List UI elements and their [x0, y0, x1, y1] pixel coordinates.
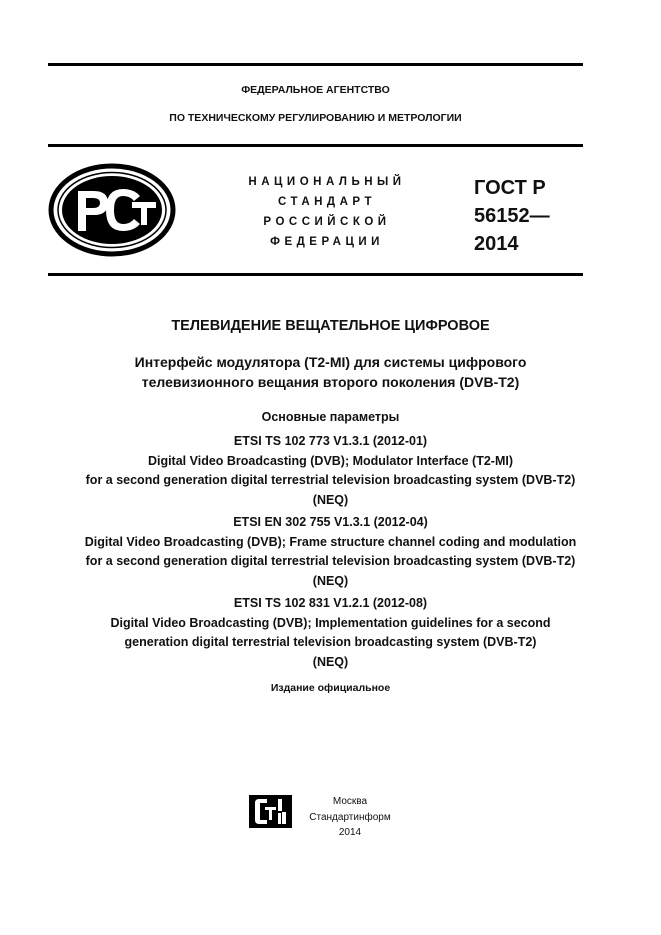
standard-line-1: НАЦИОНАЛЬНЫЙ: [248, 176, 406, 188]
edition-label: Издание официальное: [270, 682, 391, 694]
subtitle-line-1: Интерфейс модулятора (Т2-MI) для системы цифрового: [134, 354, 527, 370]
document-title: ТЕЛЕВИДЕНИЕ ВЕЩАТЕЛЬНОЕ ЦИФРОВОЕ: [171, 318, 490, 334]
reference-line: Digital Video Broadcasting (DVB); Implementation guidelines for a second: [110, 615, 551, 630]
header-rule: [48, 144, 583, 147]
reference-block: [40, 432, 621, 510]
reference-block: [40, 594, 621, 672]
document-subtitle: [40, 352, 621, 392]
publisher-year: 2014: [338, 827, 362, 838]
standard-code: [474, 174, 550, 258]
reference-line: Digital Video Broadcasting (DVB); Frame structure channel coding and modulation: [84, 534, 577, 549]
reference-neq: (NEQ): [312, 573, 349, 588]
standard-line-4: ФЕДЕРАЦИИ: [270, 236, 384, 248]
agency-line-1: ФЕДЕРАЛЬНОЕ АГЕНТСТВО: [241, 84, 390, 96]
top-rule: [48, 63, 583, 66]
reference-line: for a second generation digital terrestrial television broadcasting system (DVB-T2): [85, 554, 576, 568]
reference-block: [40, 513, 621, 591]
subtitle-line-2: телевизионного вещания второго поколения (DVB-T2): [141, 374, 520, 390]
reference-neq: (NEQ): [312, 492, 349, 507]
standard-code-line-1: ГОСТ Р: [474, 177, 546, 199]
agency-line-2: ПО ТЕХНИЧЕСКОМУ РЕГУЛИРОВАНИЮ И МЕТРОЛОГИИ: [169, 112, 462, 124]
reference-neq: (NEQ): [312, 654, 349, 669]
standard-code-line-2: 56152—: [474, 205, 550, 227]
standard-code-line-3: 2014: [474, 233, 519, 255]
bottom-header-rule: [48, 273, 583, 276]
standard-line-2: СТАНДАРТ: [278, 196, 376, 208]
reference-line: generation digital terrestrial television broadcasting system (DVB-T2): [124, 635, 537, 649]
reference-line: for a second generation digital terrestrial television broadcasting system (DVB-T2): [85, 473, 576, 487]
params-heading: Основные параметры: [261, 410, 400, 424]
publisher-info: [302, 794, 398, 841]
publisher-city: Москва: [332, 796, 368, 807]
standard-line-3: РОССИЙСКОЙ: [263, 216, 391, 228]
reference-code: ETSI EN 302 755 V1.3.1 (2012-04): [233, 515, 428, 529]
standard-designation: [218, 172, 436, 252]
rst-logo: [48, 163, 176, 257]
reference-code: ETSI TS 102 831 V1.2.1 (2012-08): [233, 596, 428, 610]
reference-code: ETSI TS 102 773 V1.3.1 (2012-01): [233, 434, 428, 448]
reference-line: Digital Video Broadcasting (DVB); Modulator Interface (T2-MI): [147, 453, 514, 468]
publisher-name: Стандартинформ: [309, 811, 391, 823]
standartinform-logo: [249, 795, 292, 828]
